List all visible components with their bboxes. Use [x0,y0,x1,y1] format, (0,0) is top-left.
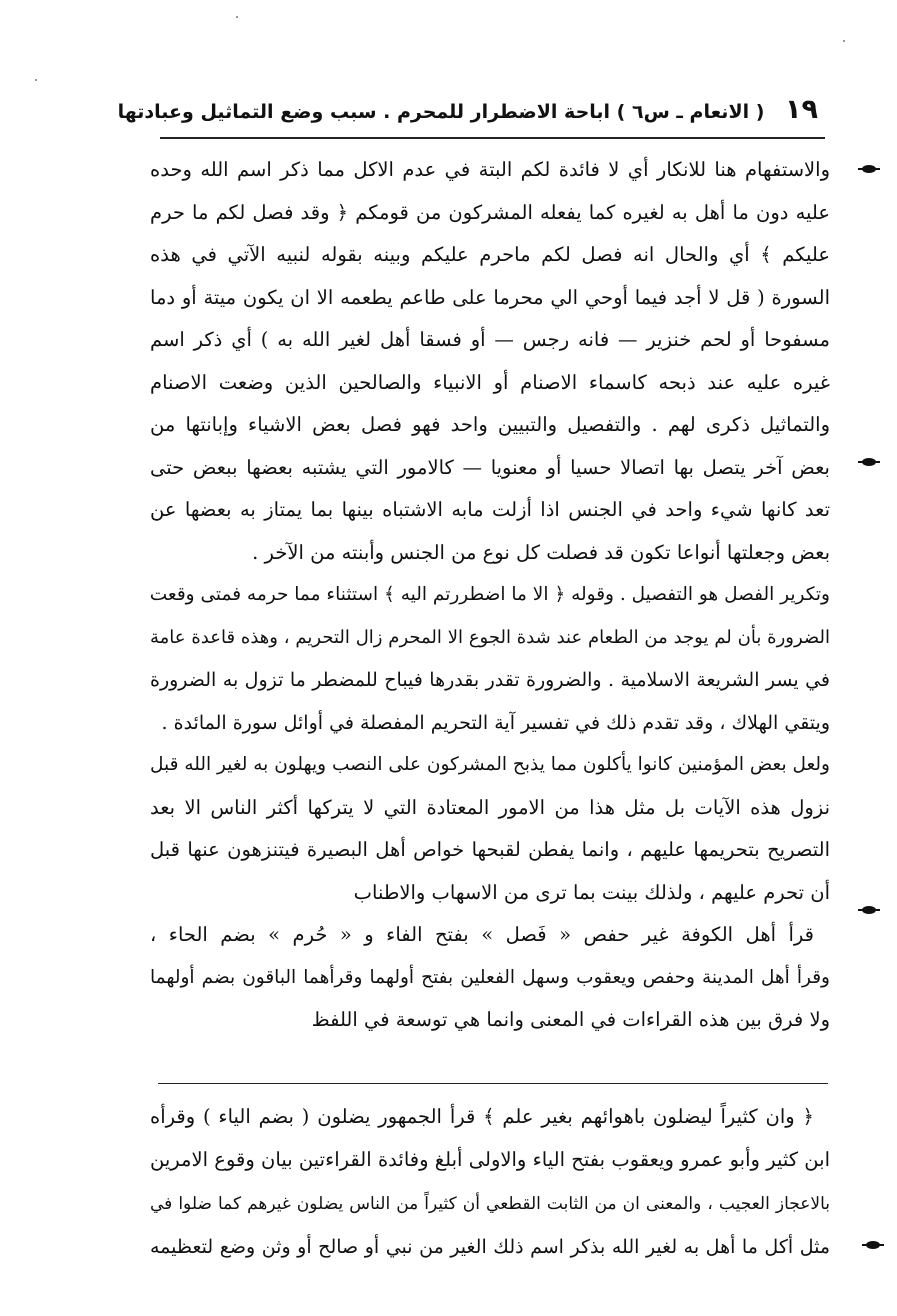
text-line: بالاعجاز العجيب ، والمعنى ان من الثابت القطعي أن كثيراً من الناس يضلون غيرهم كما ضلوا في [150,1194,830,1214]
text-line: تعد كانها شيء واحد في الجنس اذا أزلت مابه الاشتباه بينها بما يمتاز به بعضها عن [150,498,830,521]
text-line: عليه دون ما أهل به لغيره كما يفعله المشركون من قومكم ﴿ وقد فصل لكم ما حرم [150,200,830,224]
text-line: الضرورة بأن لم يوجد من الطعام عند شدة الجوع الا المحرم زال التحريم ، وهذه قاعدة عامة [150,626,830,648]
text-line: وتكرير الفصل هو التفصيل . وقوله ﴿ الا ما اضطررتم اليه ﴾ استثناء مما حرمه فمتى وقعت [150,584,830,605]
binding-hole-mark [862,906,876,914]
text-line: غيره عليه عند ذبحه كاسماء الاصنام أو الانبياء والصالحين الذين وضعت الاصنام [150,370,830,394]
text-line: بعض وجعلتها أنواعا تكون قد فصلت كل نوع من الجنس وأبنته من الآخر . [252,540,830,564]
text-line: بعض آخر يتصل بها اتصالا حسيا أو معنويا — كالامور التي يشتبه بعضها ببعض حتى [150,455,830,479]
section-divider [158,1083,828,1084]
binding-hole-mark [862,458,876,466]
page-number: ١٩ [785,94,818,125]
binding-hole-mark [866,1241,880,1249]
text-line: عليكم ﴾ أي والحال انه فصل لكم ماحرم عليكم وبينه بقوله لنبيه الآتي في هذه [150,243,830,266]
text-line: قرأ أهل الكوفة غير حفص « فَصل » بفتح الفاء و « حُرم » بضم الحاء ، [150,923,814,946]
text-line: التصريح بتحريمها عليهم ، وانما يفطن لقبحها خواص أهل البصيرة فيتنزهون عنها قبل [150,838,830,861]
text-line: في يسر الشريعة الاسلامية . والضرورة تقدر بقدرها فيباح للمضطر ما تزول به الضرورة [150,669,830,691]
scan-speck [843,40,845,42]
text-line: ابن كثير وأبو عمرو ويعقوب بفتح الياء والاولى أبلغ وفائدة القراءتين بيان وقوع الامرين [150,1148,830,1171]
text-line: أن تحرم عليهم ، ولذلك بينت بما ترى من الاسهاب والاطناب [353,880,830,904]
text-line: ﴿ وان كثيراً ليضلون باهوائهم بغير علم ﴾ قرأ الجمهور يضلون ( بضم الياء ) وقرأه [150,1105,814,1128]
text-line: وقرأ أهل المدينة وحفص ويعقوب وسهل الفعلين بفتح أولهما وقرأهما الباقون بضم أولهما [150,966,830,988]
text-line: السورة ( قل لا أجد فيما أوحي الي محرما على طاعم يطعمه الا ان يكون ميتة أو دما [150,285,830,309]
scan-speck [236,16,238,18]
text-line: مثل أكل ما أهل به لغير الله بذكر اسم ذلك الغير من نبي أو صالح أو وثن وضع لتعظيمه [150,1236,830,1258]
page-header [117,88,818,132]
text-line: ولعل بعض المؤمنين كانوا يأكلون مما يذبح المشركون على النصب ويهلون به لغير الله قبل [150,754,830,775]
scan-speck [35,79,37,81]
running-title: ( الانعام ـ س٦ ) اباحة الاضطرار للمحرم . سبب وضع التماثيل وعبادتها [117,101,765,123]
text-line: نزول هذه الآيات بل مثل هذا من الامور المعتادة التي لا يتركها أكثر الناس الا بعد [150,795,830,819]
text-line: والتماثيل ذكرى لهم . والتفصيل والتبيين واحد فهو فصل بعض الاشياء وإبانتها من [150,413,830,436]
header-rule [160,137,825,139]
binding-hole-mark [862,165,876,173]
text-line: ولا فرق بين هذه القراءات في المعنى وانما هي توسعة في اللفظ [311,1008,830,1031]
text-line: والاستفهام هنا للانكار أي لا فائدة لكم البتة في عدم الاكل مما ذكر اسم الله وحده [150,158,830,181]
text-line: ويتقي الهلاك ، وقد تقدم ذلك في تفسير آية التحريم المفصلة في أوائل سورة المائدة . [161,711,830,734]
text-line: مسفوحا أو لحم خنزير — فانه رجس — أو فسقا أهل لغير الله به ) أي ذكر اسم [150,328,830,351]
